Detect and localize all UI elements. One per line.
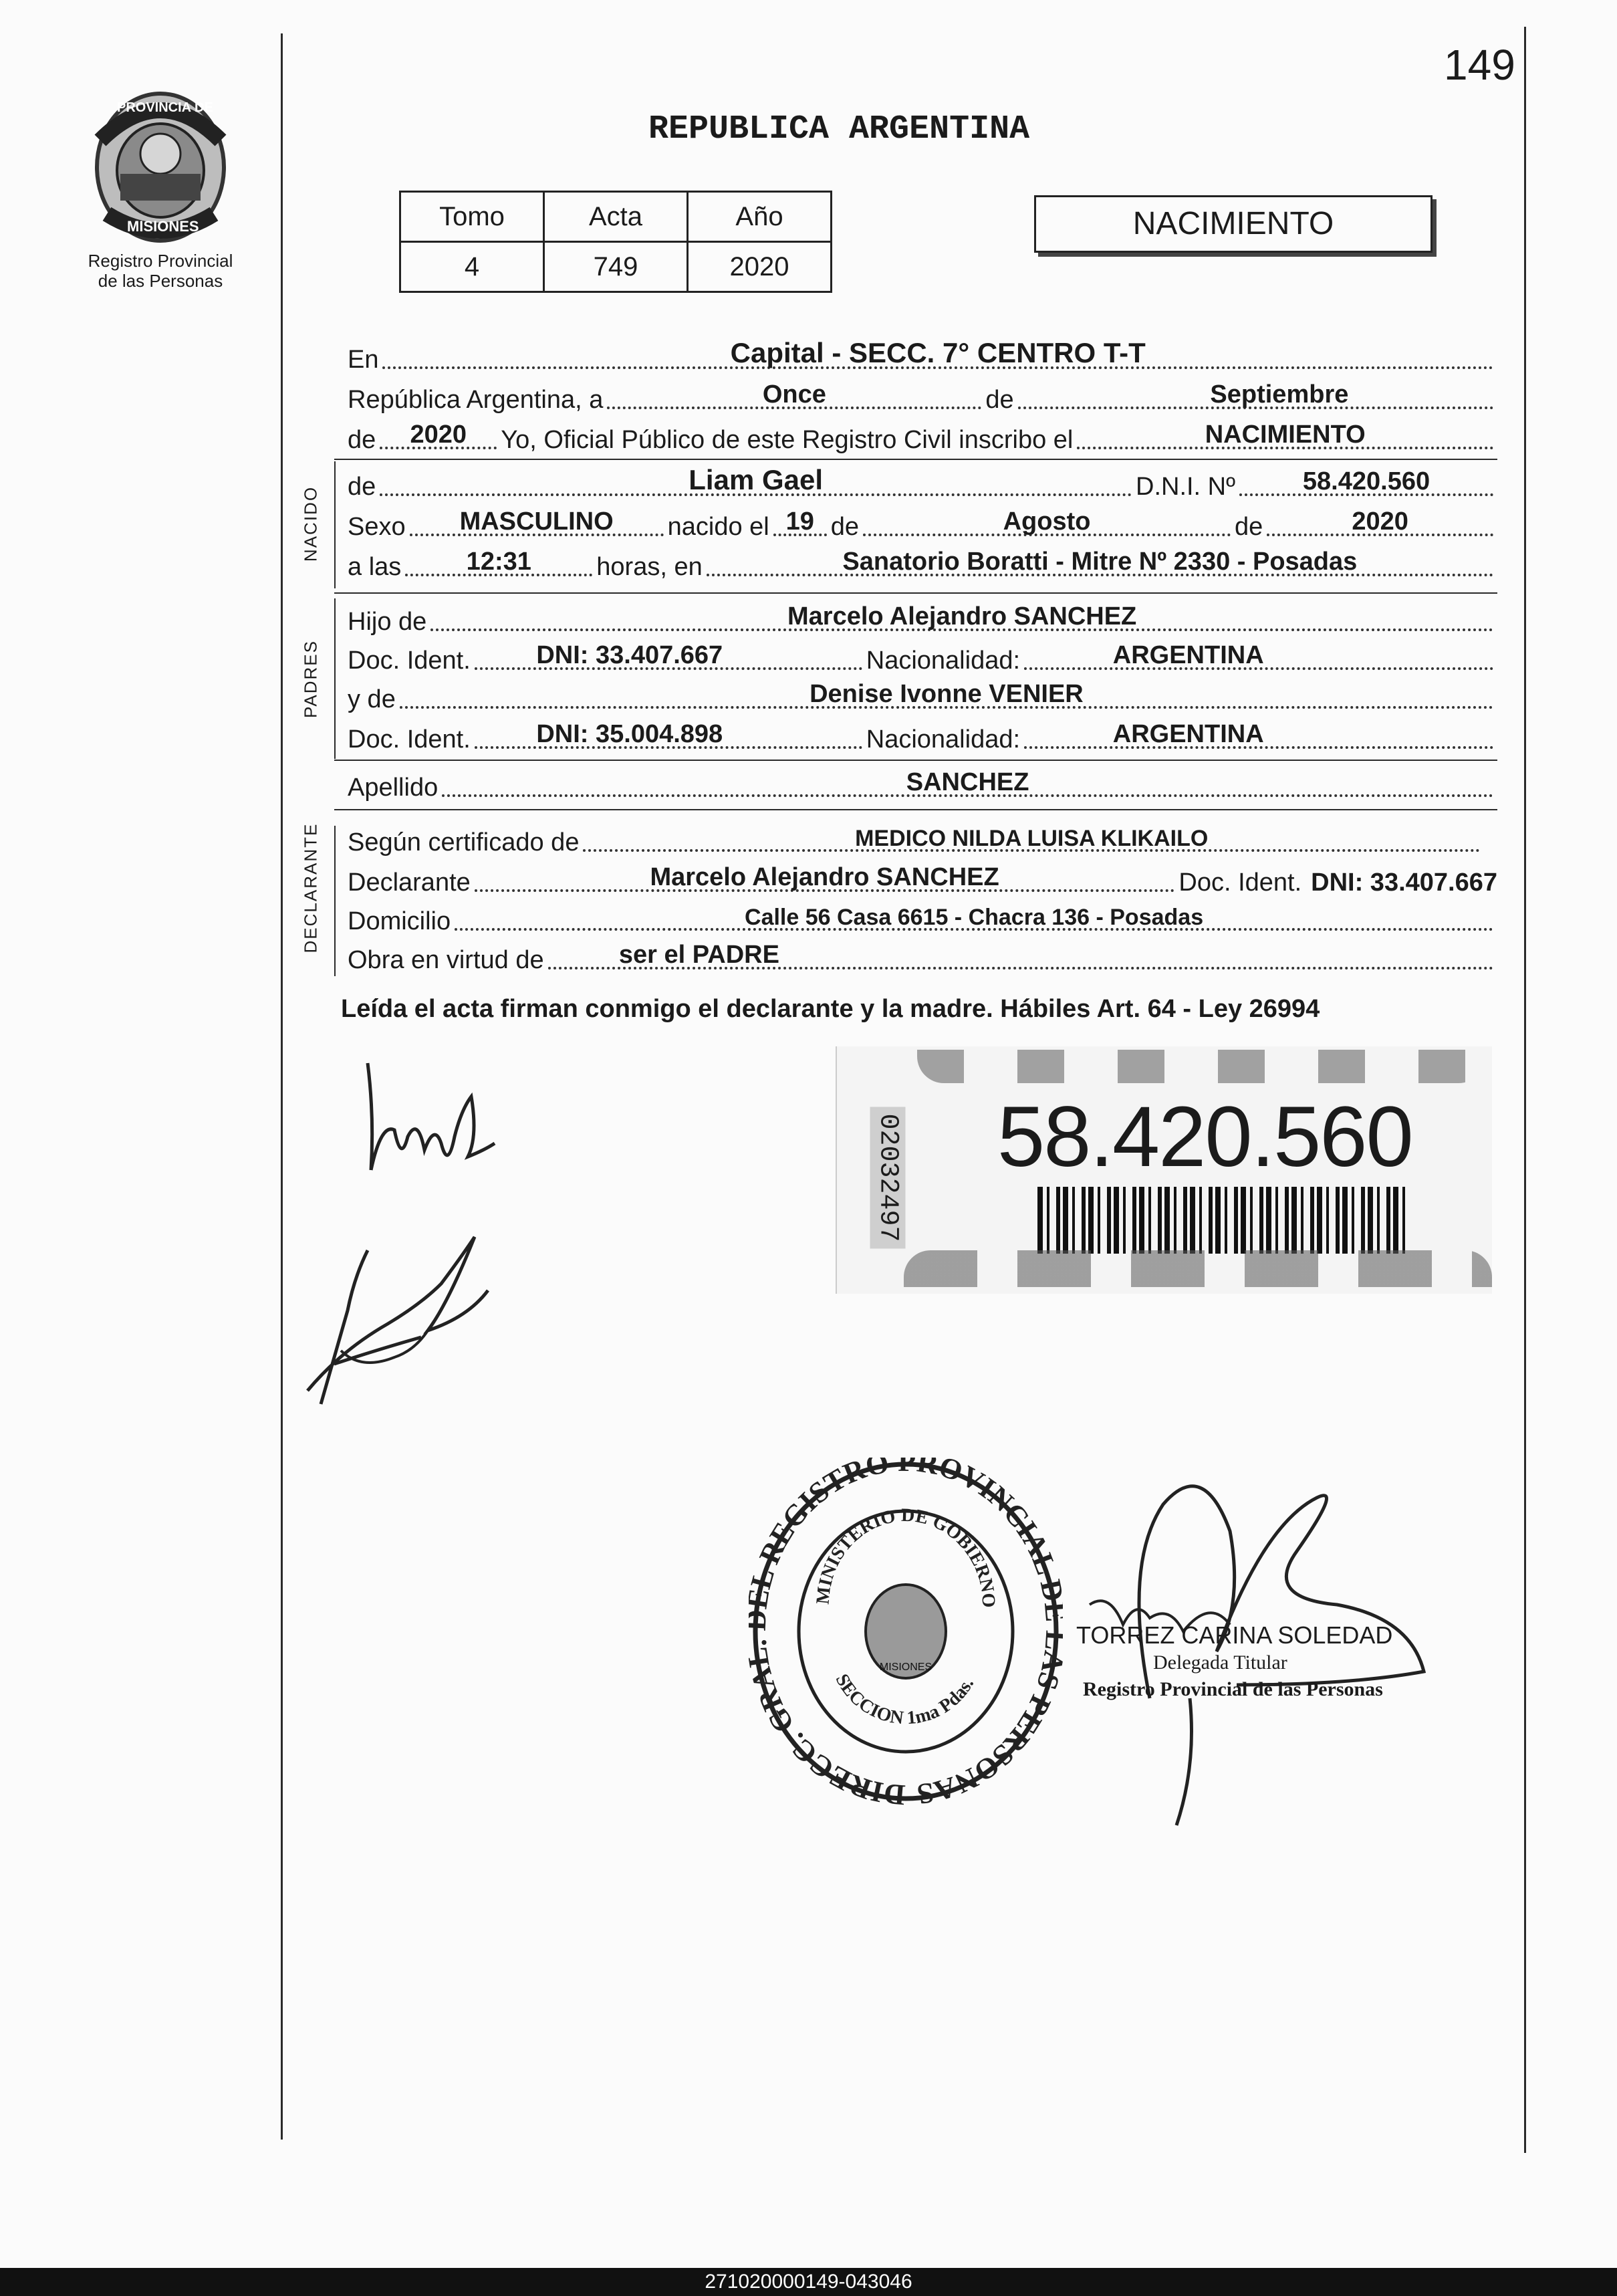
cert-value: MEDICO NILDA LUISA KLIKAILO [855, 826, 1209, 851]
father-doc: DNI: 33.407.667 [536, 641, 723, 669]
section-divider [334, 459, 1497, 460]
nacido-el-label: nacido el [667, 513, 769, 541]
table-cell: 2020 [688, 242, 832, 292]
mother-nationality: ARGENTINA [1112, 720, 1264, 748]
logo-caption: Registro Provincial de las Personas [88, 251, 233, 291]
emblem-top-text: PROVINCIA DE [117, 100, 213, 115]
mother-row [348, 681, 1497, 714]
year-value: 2020 [410, 421, 467, 449]
nac-label: Nacionalidad: [866, 647, 1021, 675]
nacido-place-row [348, 548, 1497, 582]
date-row [348, 381, 1497, 415]
sexo-label: Sexo [348, 513, 406, 541]
seal-center-text: MISIONES [879, 1661, 932, 1673]
en-value: Capital - SECC. 7° CENTRO T-T [730, 337, 1146, 368]
table-header: Tomo [400, 192, 544, 242]
de-label: de [830, 513, 860, 541]
day-value: Once [762, 380, 826, 409]
table-header: Acta [544, 192, 688, 242]
seal-outer-text: DIRECC. GR REGISTRO PROVINCIAL S PERSONAS [751, 1458, 1063, 1805]
de-label: de [348, 473, 376, 501]
de2-label: de [348, 426, 376, 454]
id-sticker [836, 1046, 1492, 1294]
seal-inner-text: MINISTERIO DE GOBIERNO [812, 1504, 999, 1609]
obra-row [348, 941, 1497, 975]
footer-bar [0, 2268, 1617, 2296]
left-margin-line [281, 33, 283, 2140]
nacido-label: NACIDO [300, 485, 321, 562]
oficial-text: Yo, Oficial Público de este Registro Civil inscribo el [501, 426, 1074, 454]
birth-month: Agosto [1003, 507, 1091, 536]
decl-label: Declarante [348, 869, 471, 897]
decl-name: Marcelo Alejandro SANCHEZ [650, 863, 999, 891]
signature-madre-icon [294, 1197, 501, 1417]
dom-value: Calle 56 Casa 6615 - Chacra 136 - Posadas [745, 905, 1204, 930]
father-nationality: ARGENTINA [1112, 641, 1264, 669]
doc-label: Doc. Ident. [348, 647, 471, 675]
birth-place: Sanatorio Boratti - Mitre Nº 2330 - Posadas [842, 548, 1358, 576]
mother-doc-row [348, 721, 1497, 754]
inscribe-value: NACIMIENTO [1205, 421, 1366, 449]
sexo-value: MASCULINO [459, 507, 614, 536]
obra-label: Obra en virtud de [348, 946, 544, 974]
table-header: Año [688, 192, 832, 242]
padres-bracket [334, 598, 336, 759]
cert-label: Según certificado de [348, 828, 580, 856]
misiones-emblem-icon [80, 87, 241, 247]
domicilio-row [348, 903, 1497, 936]
nacido-birth-row [348, 508, 1497, 542]
dni-label: D.N.I. Nº [1136, 473, 1235, 501]
padres-label: PADRES [300, 640, 321, 718]
en-label: En [348, 346, 379, 374]
doc-label: Doc. Ident. [1178, 869, 1302, 897]
apellido-value: SANCHEZ [906, 768, 1029, 796]
apellido-row [348, 769, 1497, 802]
emblem-bottom-text: MISIONES [127, 218, 199, 235]
obra-value: ser el PADRE [618, 941, 779, 969]
official-name: TORREZ CARINA SOLEDAD [1076, 1621, 1393, 1649]
birth-year: 2020 [1352, 507, 1408, 536]
official-role: Delegada Titular [1153, 1651, 1287, 1674]
footer-code: 271020000149-043046 [705, 2271, 912, 2293]
sticker-bottom-pattern [904, 1250, 1492, 1287]
de-label: de [985, 386, 1014, 414]
father-name: Marcelo Alejandro SANCHEZ [787, 602, 1137, 630]
birth-day: 19 [785, 507, 814, 536]
nac-label: Nacionalidad: [866, 725, 1021, 754]
sticker-number: 58.420.560 [997, 1089, 1412, 1185]
record-type-box [1034, 195, 1433, 253]
mother-doc: DNI: 35.004.898 [536, 720, 723, 748]
record-type: NACIMIENTO [1132, 206, 1334, 241]
month-value: Septiembre [1210, 380, 1349, 409]
declarante-bracket [334, 826, 336, 976]
child-dni: 58.420.560 [1302, 467, 1431, 495]
decl-doc: DNI: 33.407.667 [1311, 869, 1497, 897]
yde-label: y de [348, 685, 396, 713]
republica-label: República Argentina, a [348, 386, 604, 414]
section-divider [334, 809, 1497, 810]
declarante-row [348, 864, 1497, 897]
official-org: Registro Provincial de las Personas [1083, 1678, 1383, 1700]
signature-declarante-icon [354, 1056, 515, 1183]
seal-bottom-text: SECCION 1ma Pdas. [831, 1670, 979, 1729]
doc-label: Doc. Ident. [348, 725, 471, 754]
de-label: de [1235, 513, 1263, 541]
dom-label: Domicilio [348, 907, 451, 935]
sticker-side-code: 02032497 [870, 1107, 906, 1248]
apellido-label: Apellido [348, 774, 439, 802]
barcode-icon [1037, 1187, 1412, 1254]
horas-label: horas, en [596, 553, 703, 581]
en-row [348, 337, 1497, 374]
certificado-row [348, 824, 1484, 857]
birth-time: 12:31 [466, 548, 531, 576]
section-divider [334, 760, 1497, 761]
section-divider [334, 592, 1497, 594]
nacido-bracket [334, 461, 336, 588]
year-row [348, 421, 1497, 455]
table-cell: 4 [400, 242, 544, 292]
hijo-label: Hijo de [348, 608, 427, 636]
child-name: Liam Gael [689, 464, 824, 495]
table-cell: 749 [544, 242, 688, 292]
nacido-name-row [348, 464, 1497, 501]
closing-text: Leída el acta firman conmigo el declarante y la madre. Hábiles Art. 64 - Ley 26994 [341, 995, 1320, 1023]
father-row [348, 603, 1497, 637]
declarante-label: DECLARANTE [300, 822, 321, 953]
alas-label: a las [348, 553, 402, 581]
official-seal [749, 1458, 1063, 1805]
page-title: REPUBLICA ARGENTINA [648, 110, 1030, 148]
father-doc-row [348, 642, 1497, 675]
right-margin-line [1524, 27, 1526, 2153]
sticker-top-pattern [917, 1050, 1485, 1083]
mother-name: Denise Ivonne VENIER [810, 680, 1084, 708]
page-number: 149 [1444, 41, 1515, 89]
record-table [399, 191, 832, 293]
